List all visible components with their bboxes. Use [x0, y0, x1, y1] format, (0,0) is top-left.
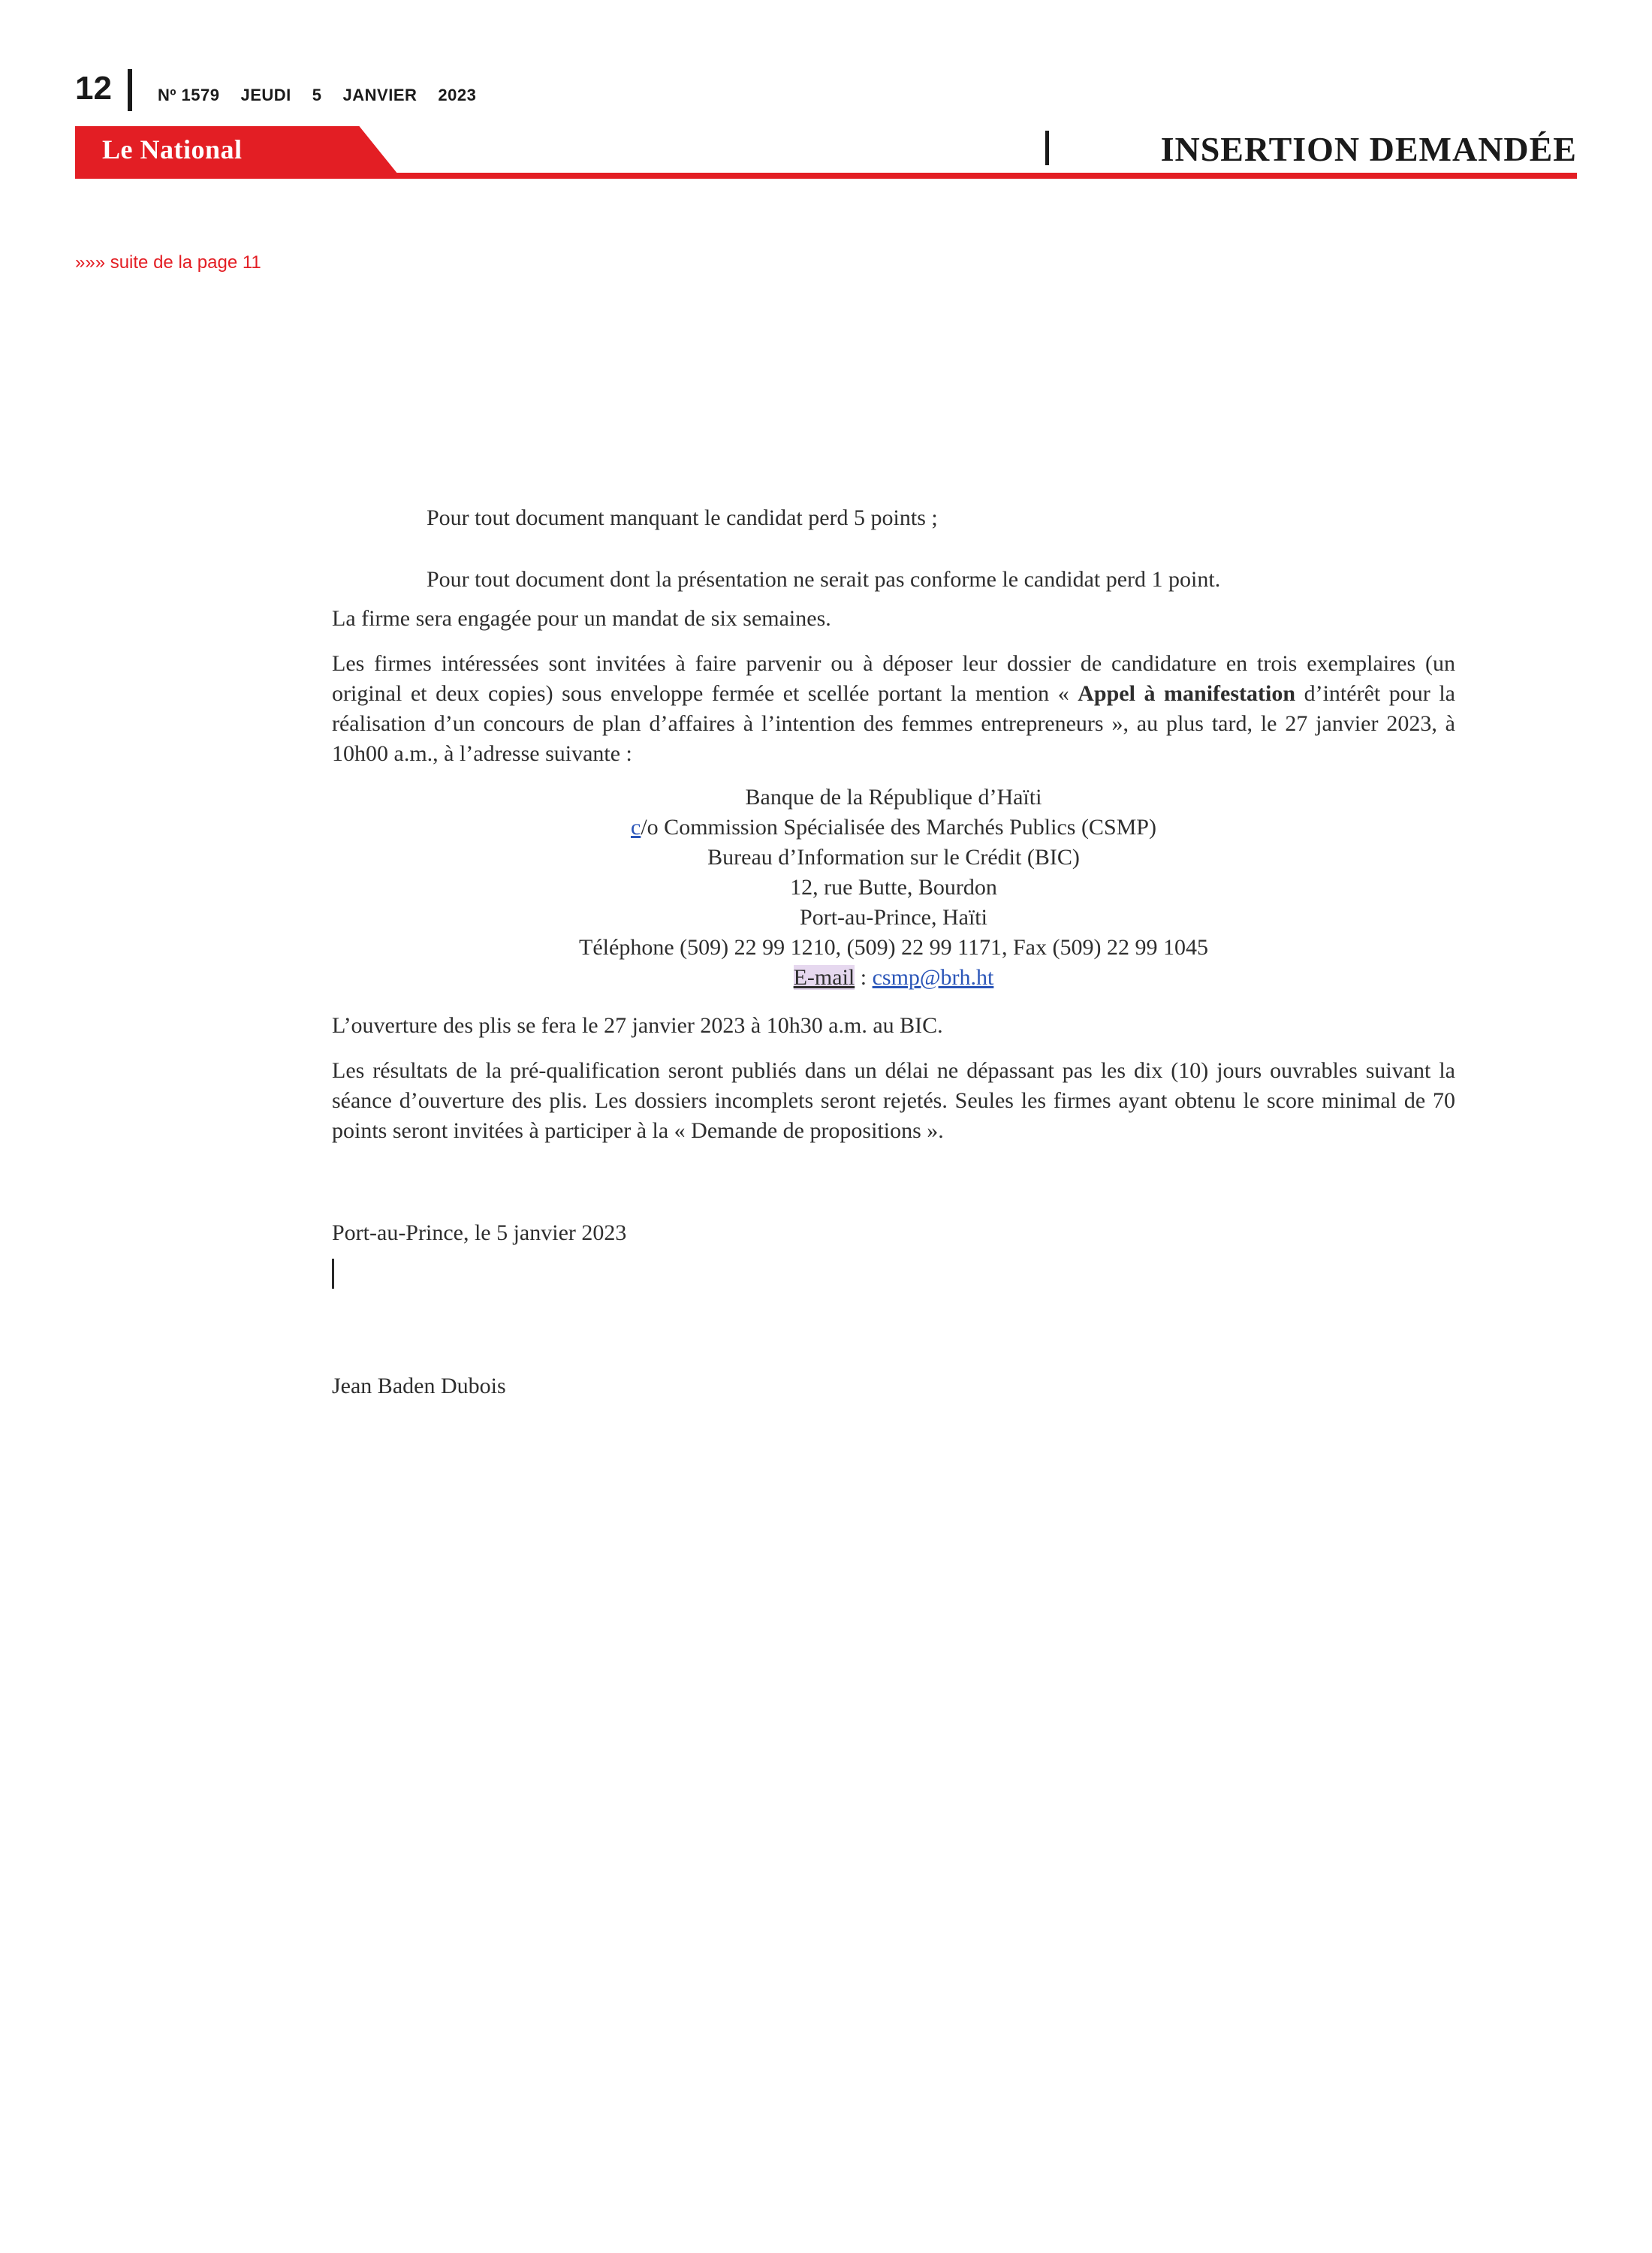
text-cursor-mark [332, 1259, 334, 1289]
address-block [332, 783, 1455, 993]
page-number-divider [128, 69, 132, 111]
section-divider [1045, 131, 1049, 165]
penalty-missing: Pour tout document manquant le candidat perd 5 points ; [427, 505, 938, 530]
masthead-rule [75, 173, 1577, 179]
co-prefix: c [631, 815, 641, 840]
penalty-nonconform: Pour tout document dont la présentation ne serait pas conforme le candidat perd 1 point. [427, 567, 1221, 592]
address-email-line [332, 963, 1455, 993]
section-title: INSERTION DEMANDÉE [1160, 130, 1577, 168]
issue-number: Nº 1579 [158, 86, 220, 104]
issue-line [158, 86, 497, 105]
signatory: Jean Baden Dubois [332, 1374, 506, 1398]
page-number: 12 [75, 70, 112, 107]
issue-weekday: JEUDI [240, 86, 291, 104]
issue-year: 2023 [438, 86, 477, 104]
address-line-3: Bureau d’Information sur le Crédit (BIC) [707, 845, 1080, 870]
issue-month: JANVIER [342, 86, 418, 104]
continued-from-label: »»» suite de la page 11 [75, 252, 261, 273]
address-line-6: Téléphone (509) 22 99 1210, (509) 22 99 1171, Fax (509) 22 99 1045 [579, 935, 1208, 960]
email-label: E-mail [793, 965, 855, 990]
address-line-5: Port-au-Prince, Haïti [800, 905, 987, 930]
brand-logo: Le National [102, 134, 243, 164]
mandate-paragraph: La firme sera engagée pour un mandat de six semaines. [332, 606, 831, 631]
email-separator: : [855, 965, 873, 990]
results-paragraph: Les résultats de la pré-qualification seront publiés dans un délai ne dépassant pas les dix (10) jours ouvrables suivant la séance d’ouverture des plis. Les dossiers incomplets seront rejetés. Seules les firmes ayant obtenu le score minimal de 70 points seront invitées à participer à la « Demande de propositions ». [332, 1058, 1455, 1143]
email-link[interactable]: csmp@brh.ht [872, 965, 994, 990]
address-line-1: Banque de la République d’Haïti [745, 785, 1042, 810]
notice-document [332, 503, 1455, 1401]
invitation-text-1: Les firmes intéressées sont invitées à faire parvenir ou à déposer leur dossier de candidature en trois exemplaires (un original et deux copies) sous enveloppe fermée et scellée portant la mention « [332, 651, 1455, 706]
place-date: Port-au-Prince, le 5 janvier 2023 [332, 1220, 627, 1245]
invitation-paragraph [332, 649, 1455, 769]
masthead [75, 126, 1577, 179]
invitation-bold: Appel à manifestation [1078, 681, 1296, 706]
address-line-4: 12, rue Butte, Bourdon [790, 875, 997, 900]
opening-paragraph: L’ouverture des plis se fera le 27 janvier 2023 à 10h30 a.m. au BIC. [332, 1013, 943, 1038]
issue-day: 5 [312, 86, 322, 104]
invitation-text-2: d’intérêt pour la réalisation d’un concours de plan d’affaires à l’intention des femmes entrepreneurs », au plus tard, le 27 janvier 2023, à 10h00 a.m., à l’adresse suivante : [332, 681, 1455, 766]
address-line-2 [332, 813, 1455, 843]
address-line-2-rest: /o Commission Spécialisée des Marchés Publics (CSMP) [641, 815, 1156, 840]
